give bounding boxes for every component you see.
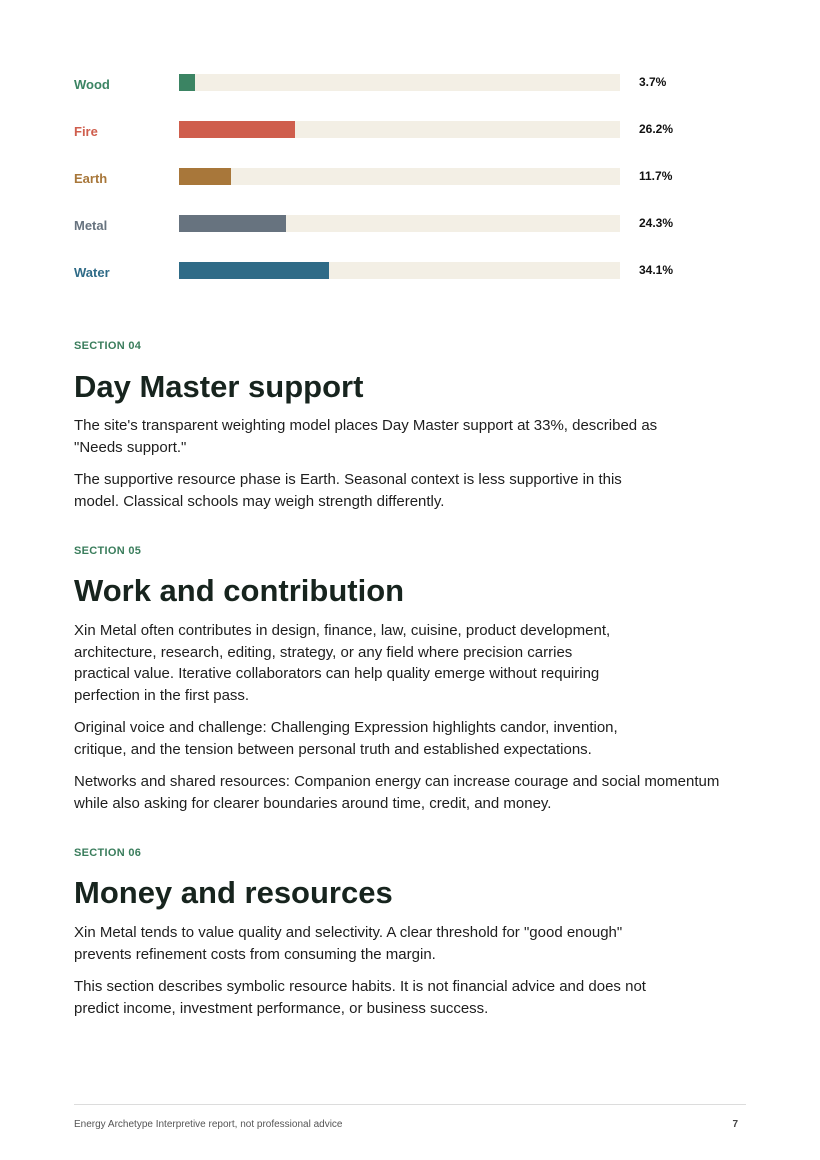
- paragraph: The site's transparent weighting model places Day Master support at 33%, described as "Needs support.": [74, 417, 658, 456]
- paragraph: Original voice and challenge: Challenging Expression highlights candor, invention, critique, and the tension between personal truth and established expectations.: [74, 719, 618, 758]
- bar-row-metal: [74, 213, 694, 260]
- section-label: SECTION 05: [74, 545, 142, 557]
- section-title: Day Master support: [74, 369, 364, 404]
- section-title: Money and resources: [74, 875, 393, 910]
- paragraph: The supportive resource phase is Earth. Seasonal context is less supportive in this model. Classical schools may weigh strength differently.: [74, 471, 622, 510]
- paragraph: Xin Metal tends to value quality and selectivity. A clear threshold for "good enough" prevents refinement costs from consuming the margin.: [74, 924, 623, 963]
- bar-fill: [179, 121, 295, 138]
- footer-divider: [74, 1104, 746, 1105]
- bar-label: Metal: [74, 218, 108, 233]
- bar-track: [179, 262, 620, 279]
- bar-value: 34.1%: [639, 263, 674, 277]
- bar-label: Earth: [74, 171, 108, 186]
- paragraph: Xin Metal often contributes in design, finance, law, cuisine, product development, architecture, research, editing, strategy, or any field where precision carries practical value. Iterative collaborators can help quality emerge without requiring perfection in the first pass.: [74, 622, 611, 704]
- bar-track: [179, 215, 620, 232]
- bar-label: Water: [74, 265, 110, 280]
- bar-track: [179, 168, 620, 185]
- page-number: 7: [732, 1119, 738, 1130]
- section-label: SECTION 06: [74, 847, 142, 859]
- bar-fill: [179, 168, 231, 185]
- section-label: SECTION 04: [74, 340, 142, 352]
- element-distribution-bars: [74, 72, 694, 307]
- bar-row-water: [74, 260, 694, 307]
- bar-value: 24.3%: [639, 216, 674, 230]
- paragraph: This section describes symbolic resource habits. It is not financial advice and does not predict income, investment performance, or business success.: [74, 978, 646, 1017]
- bar-row-earth: [74, 166, 694, 213]
- bar-value: 26.2%: [639, 122, 674, 136]
- bar-row-wood: [74, 72, 694, 119]
- bar-value: 3.7%: [639, 75, 667, 89]
- paragraph: Networks and shared resources: Companion energy can increase courage and social momentum while also asking for clearer boundaries around time, credit, and money.: [74, 773, 720, 812]
- bar-fill: [179, 262, 329, 279]
- bar-label: Wood: [74, 77, 110, 92]
- bar-track: [179, 74, 620, 91]
- bar-fill: [179, 74, 195, 91]
- footer-text: Energy Archetype Interpretive report, not professional advice: [74, 1119, 343, 1130]
- bar-label: Fire: [74, 124, 98, 139]
- bar-row-fire: [74, 119, 694, 166]
- bar-track: [179, 121, 620, 138]
- bar-fill: [179, 215, 286, 232]
- bar-value: 11.7%: [639, 169, 673, 183]
- section-title: Work and contribution: [74, 573, 405, 608]
